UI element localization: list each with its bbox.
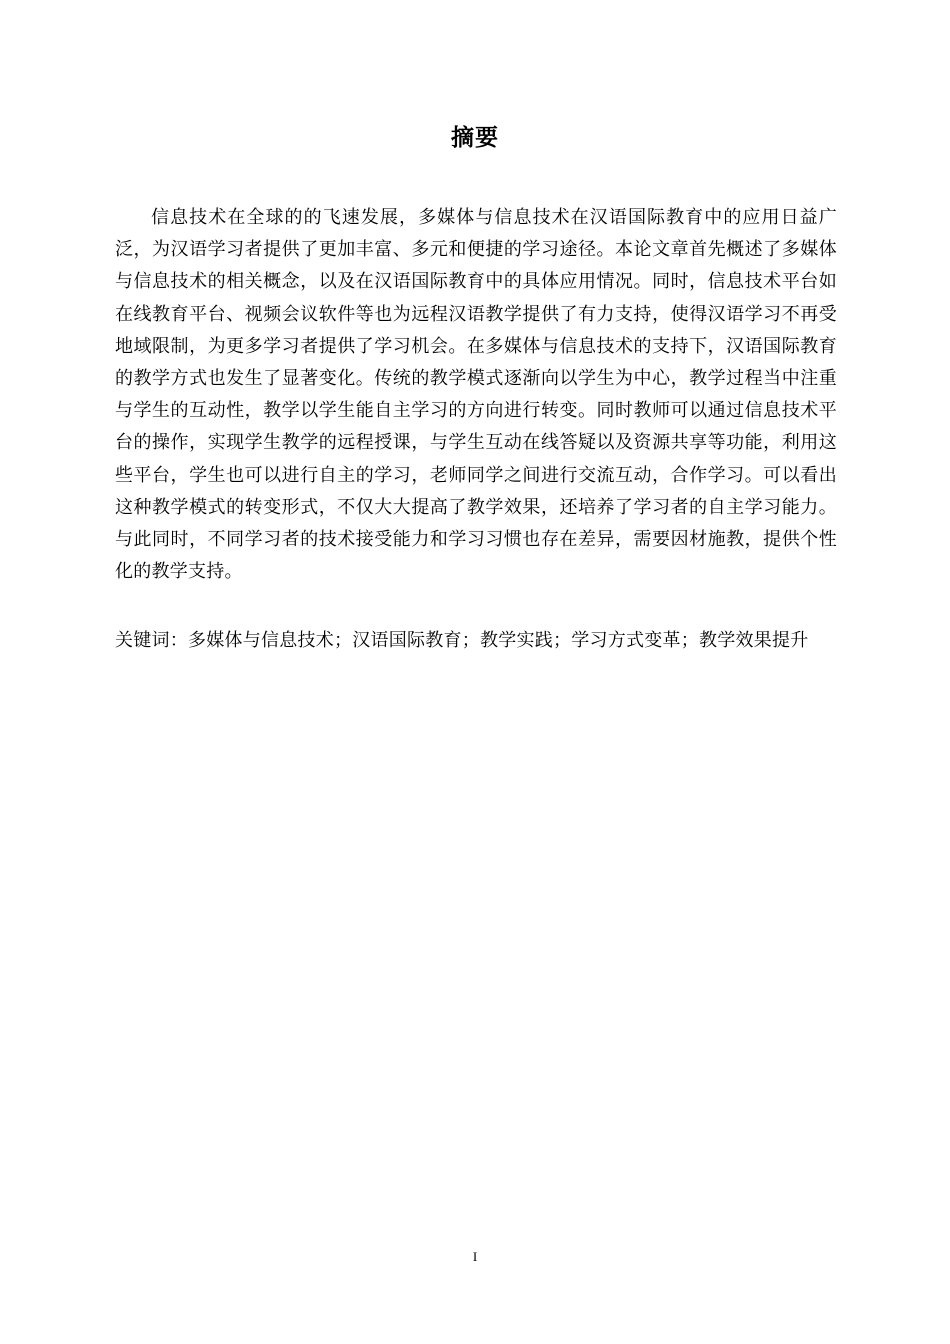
page-number: I xyxy=(472,1249,478,1264)
keywords-line: 关键词：多媒体与信息技术；汉语国际教育；教学实践；学习方式变革；教学效果提升 xyxy=(115,630,809,651)
abstract-title: 摘要 xyxy=(451,125,499,151)
abstract-body: 信息技术在全球的的飞速发展，多媒体与信息技术在汉语国际教育中的应用日益广泛，为汉语学习者提供了更加丰富、多元和便捷的学习途径。本论文章首先概述了多媒体与信息技术的相关概念，以及在汉语国际教育中的具体应用情况。同时，信息技术平台如在线教育平台、视频会议软件等也为远程汉语教学提供了有力支持，使得汉语学习不再受地域限制，为更多学习者提供了学习机会。在多媒体与信息技术的支持下，汉语国际教育的教学方式也发生了显著变化。传统的教学模式逐渐向以学生为中心，教学过程当中注重与学生的互动性，教学以学生能自主学习的方向进行转变。同时教师可以通过信息技术平台的操作，实现学生教学的远程授课，与学生互动在线答疑以及资源共享等功能，利用这些平台，学生也可以进行自主的学习，老师同学之间进行交流互动，合作学习。可以看出这种教学模式的转变形式，不仅大大提高了教学效果，还培养了学习者的自主学习能力。与此同时，不同学习者的技术接受能力和学习习惯也存在差异，需要因材施教，提供个性化的教学支持。 xyxy=(115,207,837,583)
